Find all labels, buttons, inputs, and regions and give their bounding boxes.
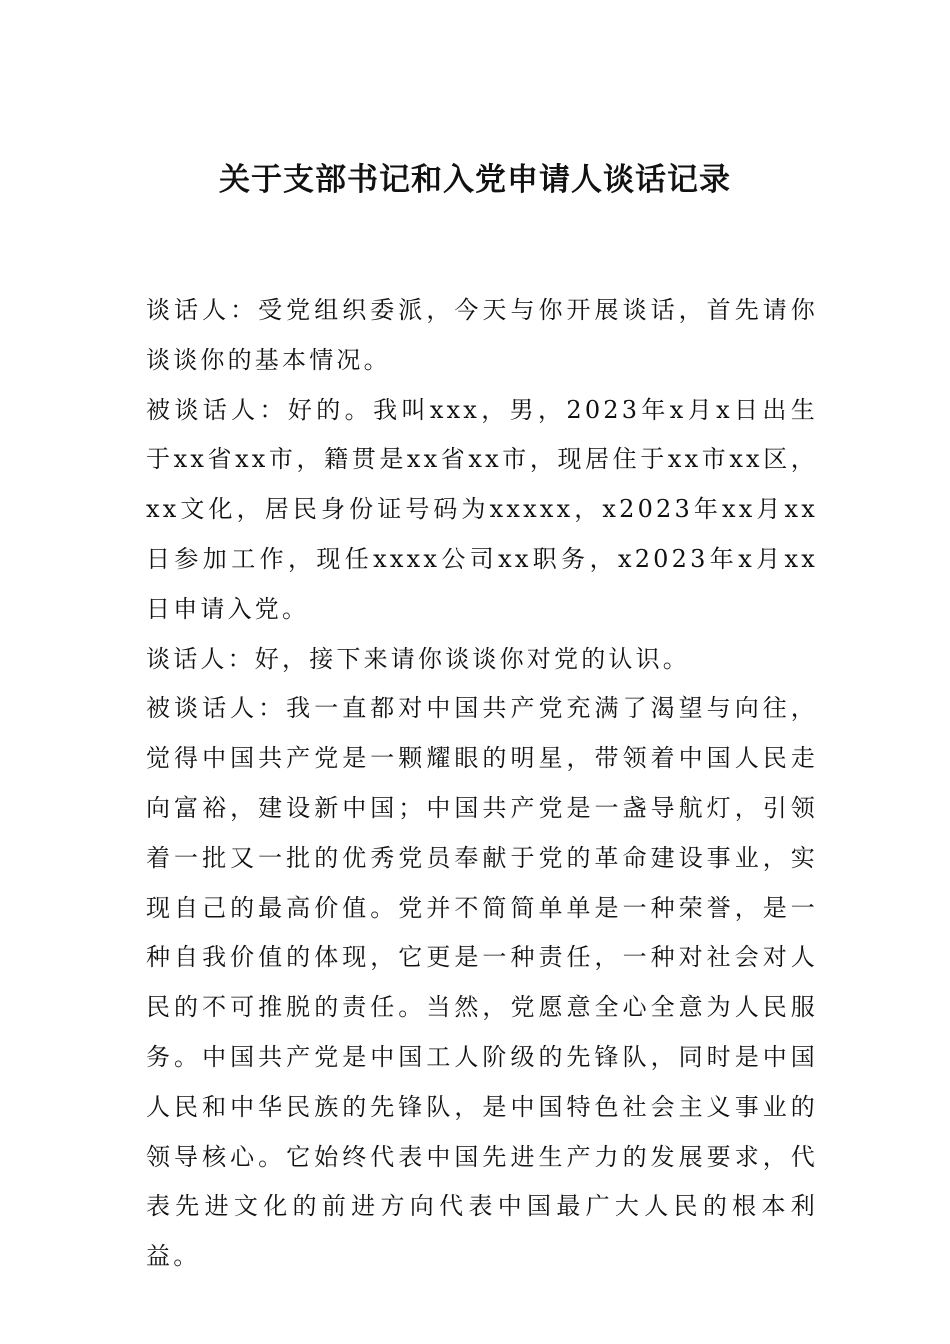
paragraph-interviewee-understanding: 被谈话人：我一直都对中国共产党充满了渴望与向往，觉得中国共产党是一颗耀眼的明星，带领着中国人民走向富裕，建设新中国；中国共产党是一盏导航灯，引领着一批又一批的优秀党员奉献于党的革命建设事业，实现自己的最高价值。党并不简简单单是一种荣誉，是一种自我价值的体现，它更是一种责任，一种对社会对人民的不可推脱的责任。当然，党愿意全心全意为人民服务。中国共产党是中国工人阶级的先锋队，同时是中国人民和中华民族的先锋队，是中国特色社会主义事业的领导核心。它始终代表中国先进生产力的发展要求，代表先进文化的前进方向代表中国最广大人民的根本利益。 — [146, 694, 818, 1271]
paragraph-interviewer-intro: 谈话人：受党组织委派，今天与你开展谈话，首先请你谈谈你的基本情况。 — [146, 296, 818, 374]
paragraph-interviewee-basic-info: 被谈话人：好的。我叫xxx，男，2023年x月x日出生于xx省xx市，籍贯是xx省xx市，现居住于xx市xx区，xx文化，居民身份证号码为xxxxx，x2023年xx月xx日参加工作，现任xxxx公司xx职务，x2023年x月xx日申请入党。 — [146, 395, 818, 623]
document-title: 关于支部书记和入党申请人谈话记录 — [219, 162, 731, 198]
document-body — [146, 286, 818, 1282]
paragraph-interviewer-question: 谈话人：好，接下来请你谈谈你对党的认识。 — [146, 644, 690, 673]
